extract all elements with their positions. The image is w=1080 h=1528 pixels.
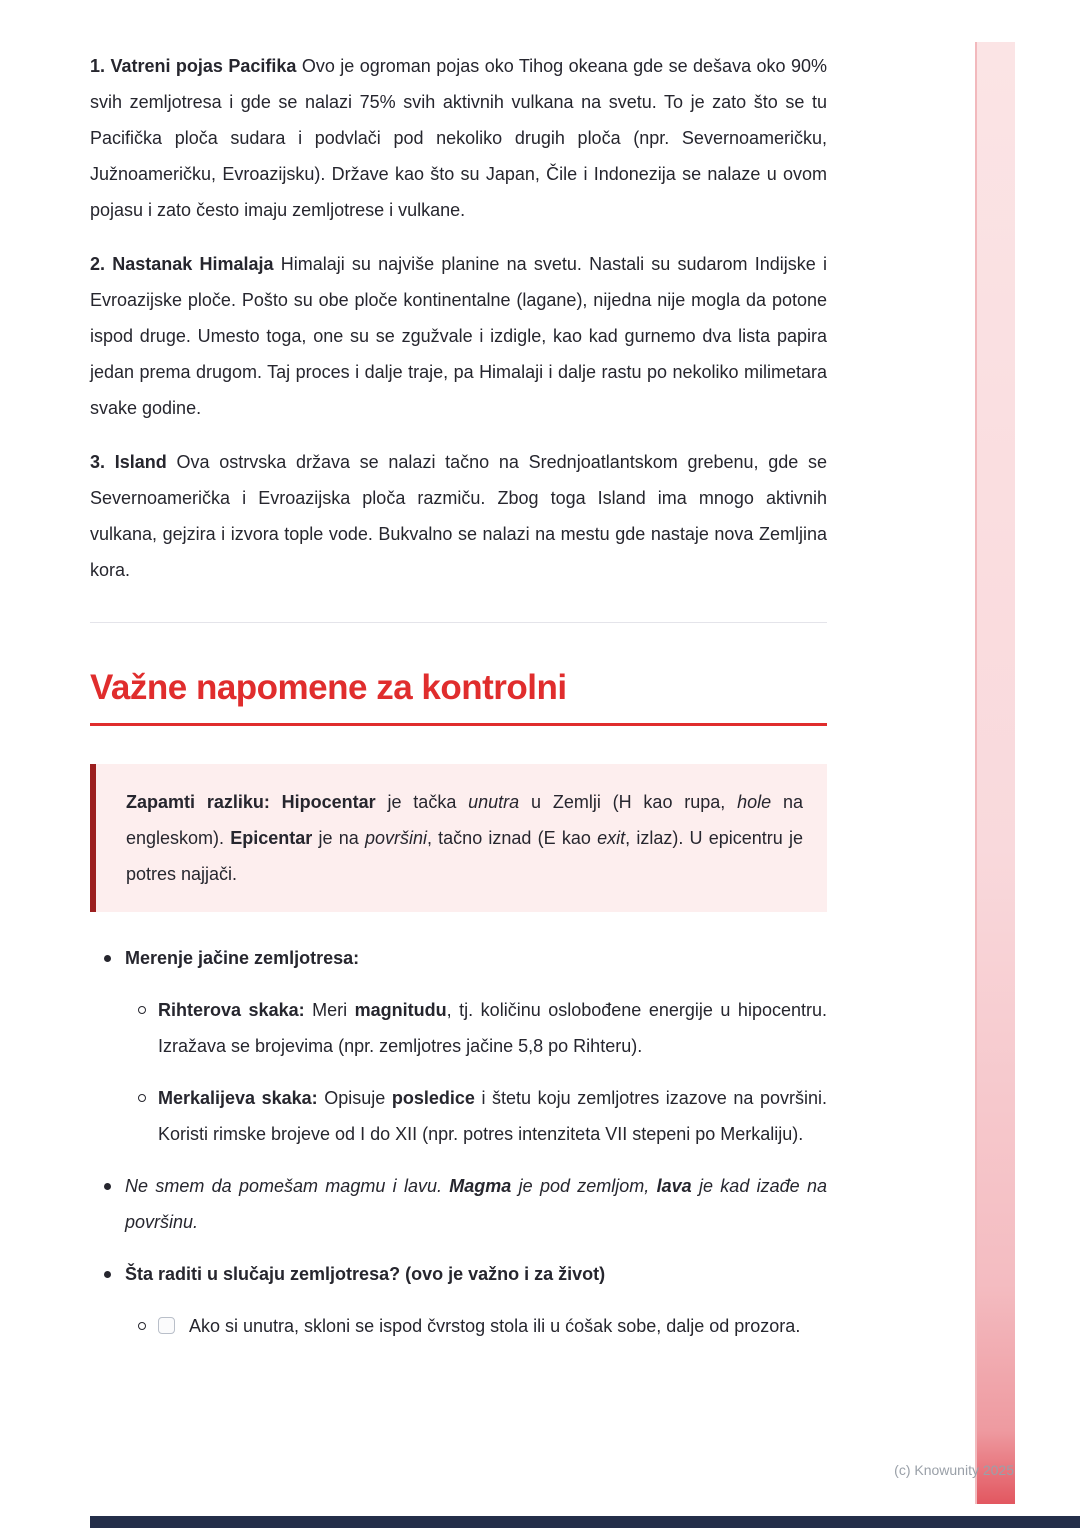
list-item-mercalli [125, 1080, 827, 1152]
circle-bullet-icon [125, 992, 158, 1028]
list-item-what-to-do [90, 1256, 827, 1344]
callout-text: Zapamti razliku: Hipocentar je tačka unutra u Zemlji (H kao rupa, hole na engleskom). Epicentar je na površini, tačno iznad (E kao exit, izlaz). U epicentru je potres najjači. [126, 792, 803, 884]
checkbox[interactable] [158, 1317, 175, 1334]
callout-box [90, 764, 827, 912]
bottom-bar [90, 1516, 1080, 1528]
bullet-icon [90, 940, 125, 976]
list-item-richter [125, 992, 827, 1064]
list-item-text [158, 1308, 827, 1344]
list-item-text: Šta raditi u slučaju zemljotresa? (ovo je važno i za život) [125, 1264, 606, 1284]
sublist-scales [125, 992, 827, 1152]
decorative-gradient-strip [975, 42, 1015, 1504]
list-item-text: Ne smem da pomešam magmu i lavu. Magma je pod zemljom, lava je kad izađe na površinu. [125, 1176, 828, 1232]
heading-underline [90, 723, 827, 726]
sublist-safety [125, 1308, 827, 1344]
section-divider [90, 622, 827, 623]
circle-bullet-icon [125, 1308, 158, 1344]
paragraph-himalayas: 2. Nastanak Himalaja Himalaji su najviše planine na svetu. Nastali su sudarom Indijske i Evroazijske ploče. Pošto su obe ploče kontinentalne (lagane), nijedna nije mogla da potone ispod druge. Umesto toga, one su se zgužvale i izdigle, kao kad gurnemo dva lista papira jedan prema drugom. Taj proces i dalje traje, pa Himalaji i dalje rastu po nekoliko milimetara svake godine. [90, 254, 827, 418]
list-item-indoors [125, 1308, 827, 1344]
bullet-icon [90, 1168, 125, 1204]
list-item-measuring [90, 940, 827, 1152]
footer-credit: (c) Knowunity 2025 [894, 1462, 1014, 1478]
section-heading: Važne napomene za kontrolni [90, 668, 567, 707]
checkbox-item-text: Ako si unutra, skloni se ispod čvrstog stola ili u ćošak sobe, dalje od prozora. [189, 1316, 801, 1336]
document-content [90, 48, 827, 1360]
list-item-text: Merenje jačine zemljotresa: [125, 948, 360, 968]
list-item-text: Rihterova skaka: Meri magnitudu, tj. količinu oslobođene energije u hipocentru. Izražava se brojevima (npr. zemljotres jačine 5,8 po Rihteru). [158, 1000, 827, 1056]
circle-bullet-icon [125, 1080, 158, 1116]
notes-list [90, 940, 827, 1344]
paragraph-iceland: 3. Island Ova ostrvska država se nalazi tačno na Srednjoatlantskom grebenu, gde se Severnoamerička i Evroazijska ploča razmiču. Zbog toga Island ima mnogo aktivnih vulkana, gejzira i izvora tople vode. Bukvalno se nalazi na mestu gde nastaje nova Zemljina kora. [90, 452, 827, 580]
list-item-text: Merkalijeva skaka: Opisuje posledice i štetu koju zemljotres izazove na površini. Koristi rimske brojeve od I do XII (npr. potres intenziteta VII stepeni po Merkaliju). [158, 1088, 827, 1144]
bullet-icon [90, 1256, 125, 1292]
paragraph-ring-of-fire: 1. Vatreni pojas Pacifika Ovo je ogroman pojas oko Tihog okeana gde se dešava oko 90% svih zemljotresa i gde se nalazi 75% svih aktivnih vulkana na svetu. To je zato što se tu Pacifička ploča sudara i podvlači pod nekoliko drugih ploča (npr. Severnoameričku, Južnoameričku, Evroazijsku). Države kao što su Japan, Čile i Indonezija se nalaze u ovom pojasu i zato često imaju zemljotrese i vulkane. [90, 56, 827, 220]
list-item-magma-lava [90, 1168, 827, 1240]
